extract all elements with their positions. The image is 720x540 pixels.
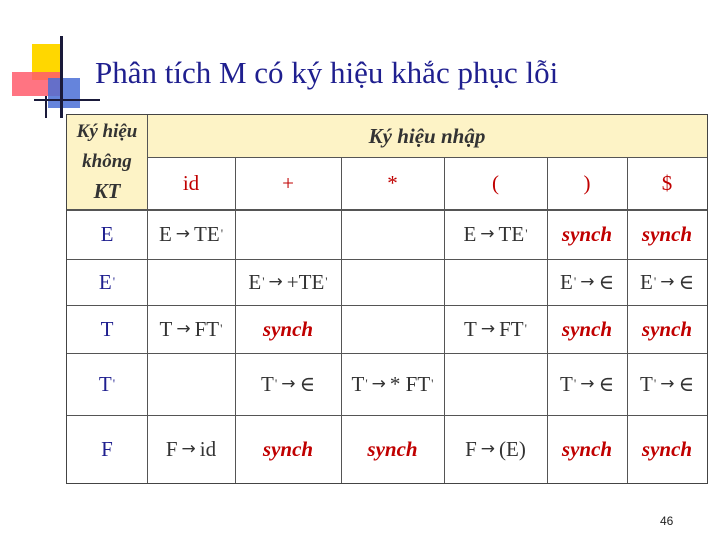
logo-blue-square [48, 78, 80, 108]
table-cell: synch [561, 221, 613, 246]
table-cell: synch [561, 316, 613, 341]
table-cell: T ' → ∈ [560, 371, 614, 396]
table-cell [341, 209, 444, 259]
table-cell: E ' → ∈ [640, 269, 694, 294]
table-cell: T → FT ' [464, 316, 527, 341]
table-cell [444, 259, 547, 305]
table-cell [444, 353, 547, 415]
nonterminal-F: F [101, 436, 113, 461]
arrow-icon: → [175, 224, 191, 244]
column-header-1: + [282, 170, 294, 195]
table-cell: T ' → ∈ [640, 371, 694, 396]
table-cell: T → FT ' [159, 316, 223, 341]
corner-label-line1: Ký hiệu [76, 121, 138, 142]
corner-label-line3: KT [93, 178, 121, 203]
nonterminal-E-prime: E ' [98, 269, 116, 294]
arrow-icon: → [660, 272, 675, 292]
table-cell [147, 353, 235, 415]
table-cell [147, 259, 235, 305]
table-cell: E → TE ' [463, 221, 528, 246]
table-cell [235, 209, 341, 259]
corner-label-line2: không [82, 151, 132, 172]
slide-title: Phân tích M có ký hiệu khắc phục lỗi [95, 55, 559, 90]
nonterminal-T-prime: T ' [98, 371, 116, 396]
logo-horizontal-line [34, 99, 100, 101]
column-header-0: id [182, 170, 200, 195]
column-header-2: * [387, 170, 398, 195]
table-cell [341, 305, 444, 353]
arrow-icon: → [176, 319, 191, 339]
arrow-icon: → [580, 374, 595, 394]
table-cell: F → id [165, 436, 217, 461]
parse-table [66, 114, 708, 484]
column-header-3: ( [492, 170, 499, 195]
table-cell: T ' → ∈ [261, 371, 315, 396]
table-cell: synch [367, 436, 418, 461]
table-cell: synch [262, 436, 314, 461]
arrow-icon: → [480, 439, 496, 459]
logo-vertical-line-2 [45, 96, 47, 118]
arrow-icon: → [580, 272, 595, 292]
column-header-5: $ [661, 170, 673, 195]
table-cell [341, 259, 444, 305]
arrow-icon: → [660, 374, 675, 394]
table-cell: synch [561, 436, 613, 461]
table-cell: T ' → * FT ' [351, 371, 434, 396]
table-cell: E → TE ' [158, 221, 224, 246]
table-cell: synch [641, 316, 693, 341]
arrow-icon: → [281, 374, 296, 394]
arrow-icon: → [268, 272, 283, 292]
table-cell: E ' → ∈ [560, 269, 614, 294]
arrow-icon: → [480, 319, 496, 339]
logo-vertical-line [60, 36, 63, 118]
input-symbols-label: Ký hiệu nhập [368, 123, 486, 148]
table-cell: E ' → +TE ' [248, 269, 328, 294]
arrow-icon: → [480, 224, 495, 244]
page-number: 46 [660, 514, 674, 528]
nonterminal-T: T [100, 316, 114, 341]
corner-logo [0, 0, 100, 120]
arrow-icon: → [181, 439, 196, 459]
table-cell: synch [641, 436, 693, 461]
arrow-icon: → [371, 374, 386, 394]
column-header-4: ) [583, 170, 591, 195]
table-cell: F → (E) [465, 436, 526, 461]
nonterminal-E: E [100, 221, 114, 246]
table-cell: synch [641, 221, 693, 246]
table-cell: synch [262, 316, 314, 341]
